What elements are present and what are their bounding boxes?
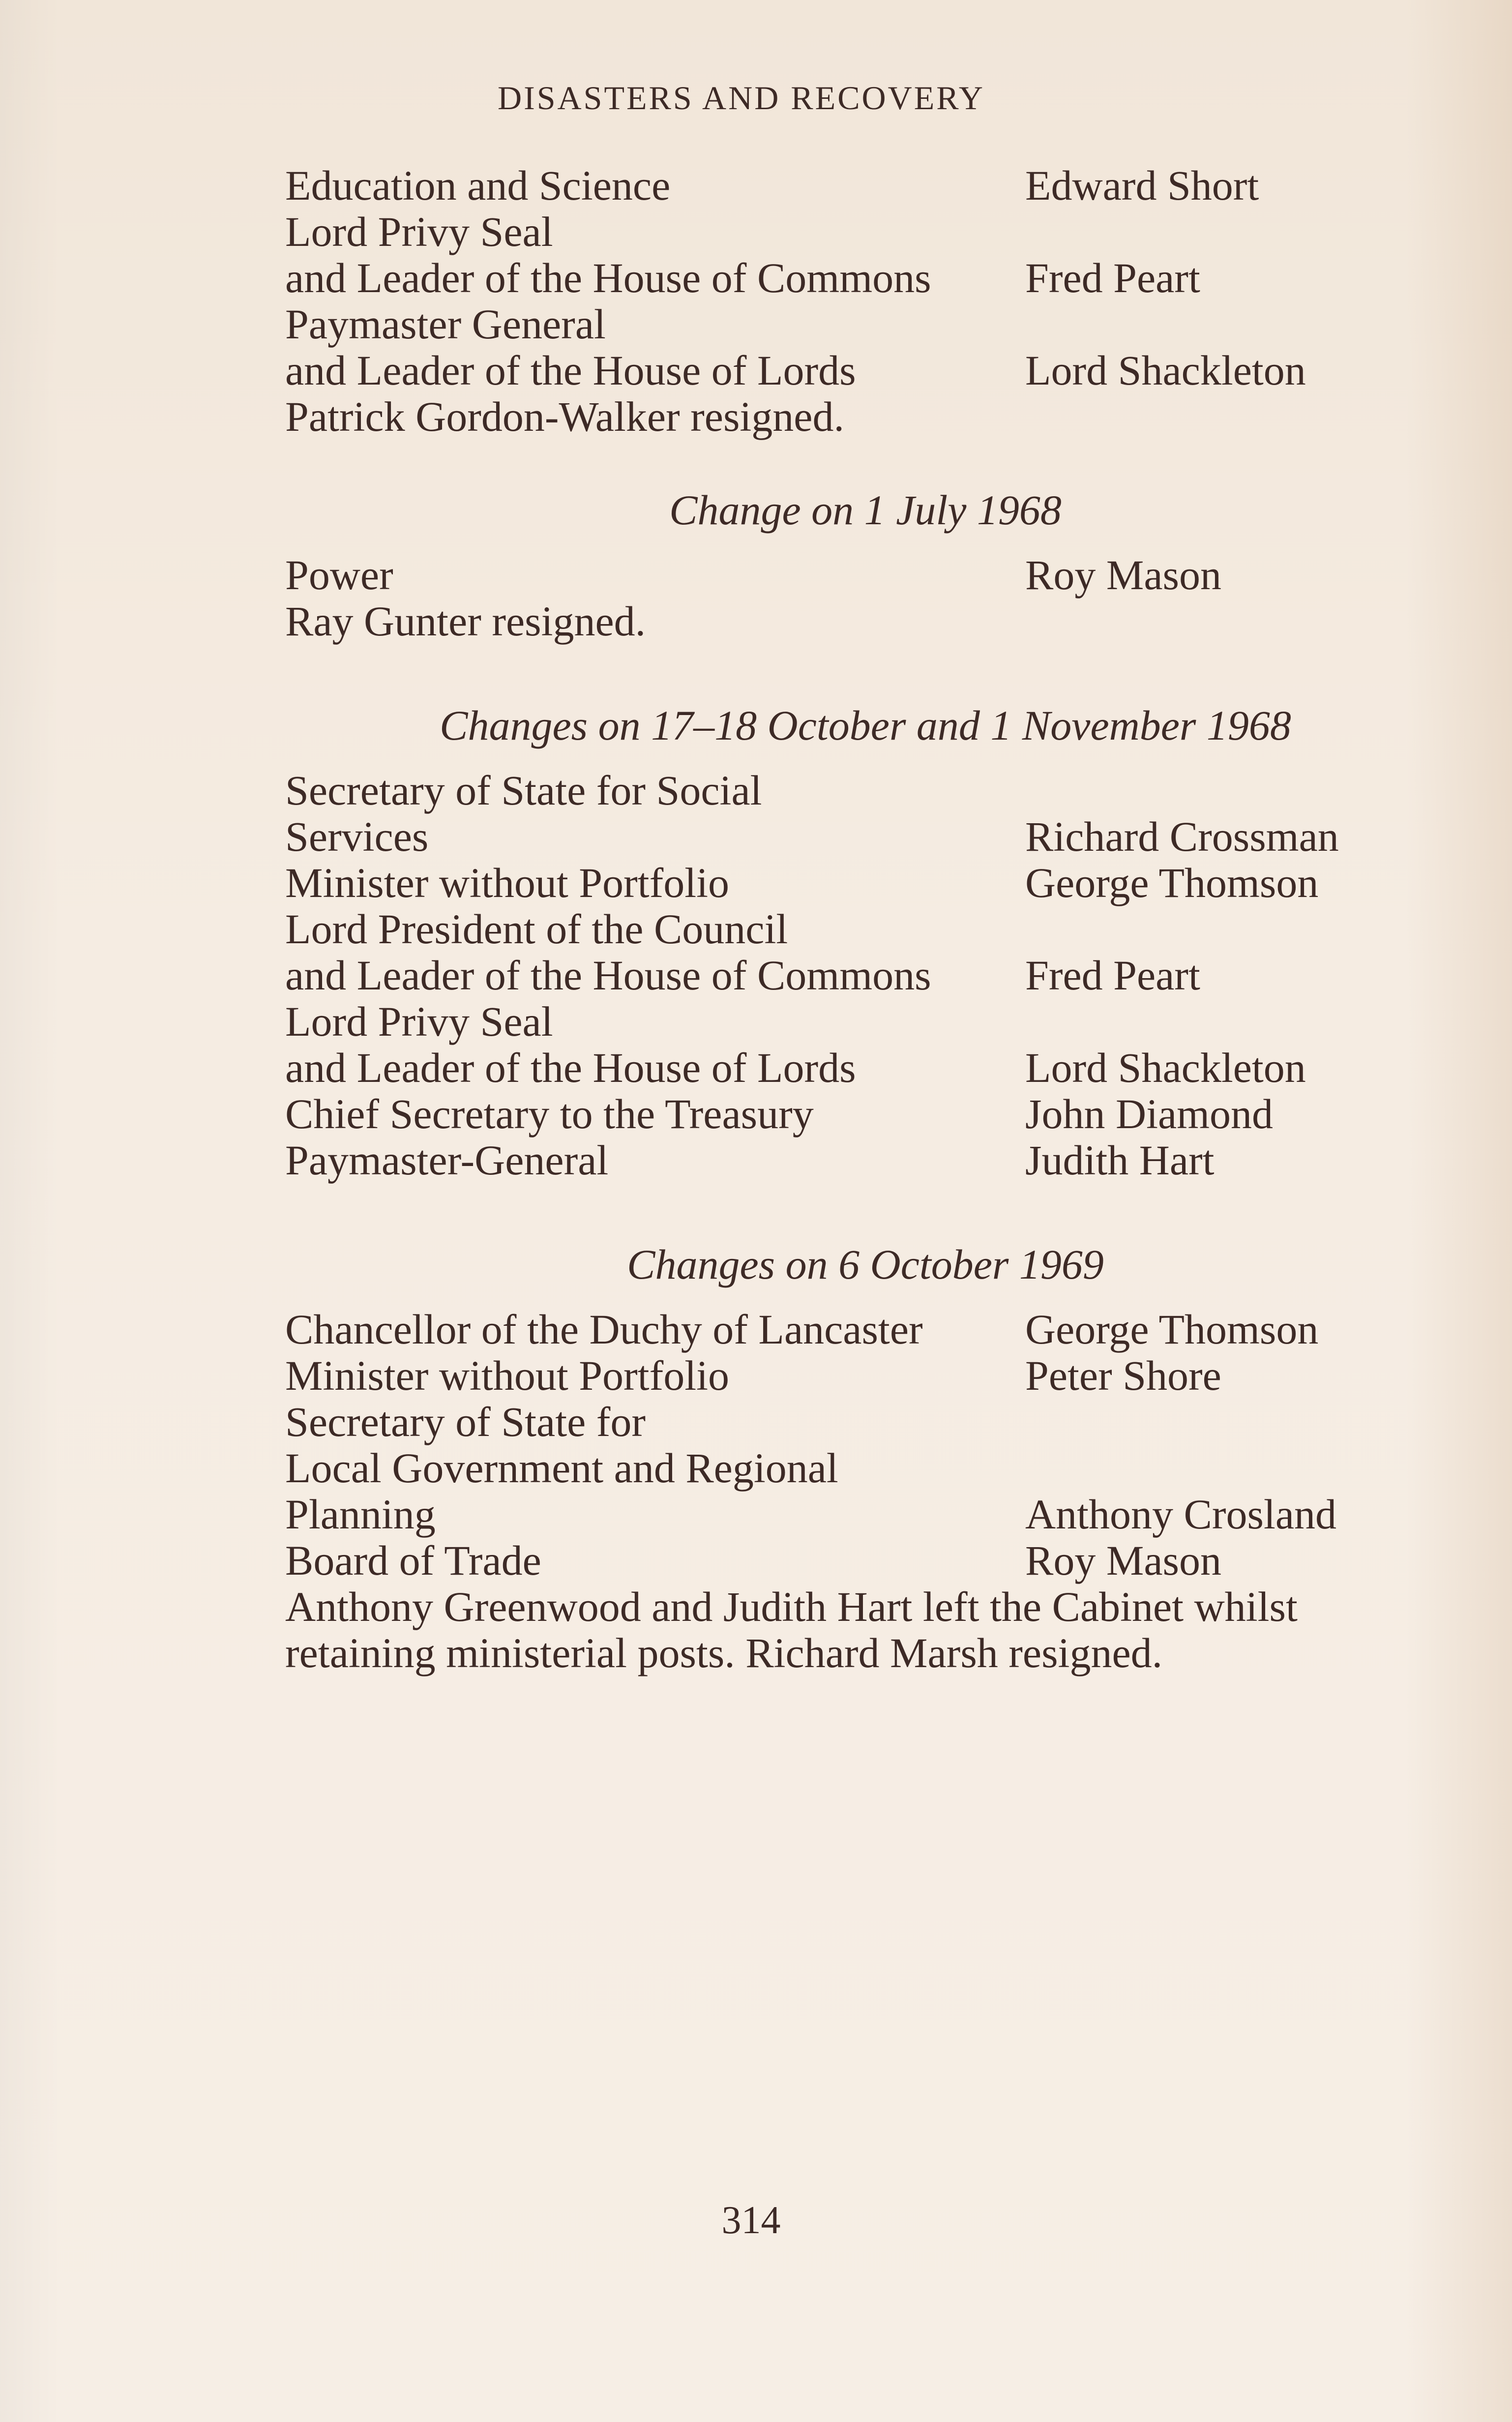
minister-name: Roy Mason bbox=[1025, 1537, 1221, 1584]
minister-name: Lord Shackleton bbox=[1025, 1044, 1306, 1091]
entry-row bbox=[285, 1091, 1455, 1137]
office-title: Local Government and Regional bbox=[285, 1444, 838, 1492]
entry-row bbox=[285, 552, 1455, 598]
section-heading: Changes on 6 October 1969 bbox=[627, 1241, 1104, 1288]
opening-entries bbox=[285, 162, 1455, 440]
office-title: Lord President of the Council bbox=[285, 905, 788, 953]
page-number: 314 bbox=[721, 2199, 781, 2242]
office-title: Planning bbox=[285, 1491, 436, 1538]
entry-row bbox=[285, 1306, 1455, 1352]
entry-row bbox=[285, 767, 1455, 813]
minister-name: Fred Peart bbox=[1025, 254, 1200, 301]
page-body bbox=[285, 162, 1455, 1676]
entry-row bbox=[285, 347, 1455, 393]
office-title: Minister without Portfolio bbox=[285, 859, 729, 906]
minister-name: John Diamond bbox=[1025, 1090, 1274, 1137]
resignation-note: Ray Gunter resigned. bbox=[285, 598, 646, 645]
office-title: Minister without Portfolio bbox=[285, 1352, 729, 1399]
entry-row bbox=[285, 1399, 1455, 1445]
entry-row bbox=[285, 952, 1455, 998]
minister-name: Richard Crossman bbox=[1025, 813, 1339, 860]
section-july-1968 bbox=[285, 487, 1455, 644]
office-title: and Leader of the House of Lords bbox=[285, 1044, 856, 1091]
office-title: Board of Trade bbox=[285, 1537, 541, 1584]
entry-row bbox=[285, 1537, 1455, 1584]
cabinet-changes-note: Anthony Greenwood and Judith Hart left the Cabinet whilst retaining ministerial posts. Richard Marsh resigned. bbox=[285, 1583, 1298, 1676]
minister-name: Fred Peart bbox=[1025, 952, 1200, 999]
minister-name: Judith Hart bbox=[1025, 1136, 1215, 1184]
section-oct-1969 bbox=[285, 1241, 1455, 1676]
minister-name: George Thomson bbox=[1025, 859, 1319, 906]
minister-name: Roy Mason bbox=[1025, 551, 1221, 598]
entry-row bbox=[285, 1352, 1455, 1399]
entry-row bbox=[285, 255, 1455, 301]
office-title: and Leader of the House of Lords bbox=[285, 347, 856, 394]
office-title: Secretary of State for Social bbox=[285, 767, 762, 814]
entry-row bbox=[285, 906, 1455, 952]
office-title: Paymaster General bbox=[285, 300, 606, 348]
entry-row bbox=[285, 998, 1455, 1045]
entry-row bbox=[285, 162, 1455, 209]
minister-name: Peter Shore bbox=[1025, 1352, 1221, 1399]
office-title: Lord Privy Seal bbox=[285, 208, 553, 255]
office-title: Education and Science bbox=[285, 162, 671, 209]
resignation-note: Patrick Gordon-Walker resigned. bbox=[285, 393, 844, 440]
entry-row bbox=[285, 860, 1455, 906]
entry-row bbox=[285, 209, 1455, 255]
office-title: Services bbox=[285, 813, 429, 860]
running-head: DISASTERS AND RECOVERY bbox=[497, 79, 985, 117]
office-title: Paymaster-General bbox=[285, 1136, 609, 1184]
minister-name: George Thomson bbox=[1025, 1306, 1319, 1353]
minister-name: Anthony Crosland bbox=[1025, 1491, 1337, 1538]
office-title: Chancellor of the Duchy of Lancaster bbox=[285, 1306, 923, 1353]
minister-name: Edward Short bbox=[1025, 162, 1259, 209]
office-title: and Leader of the House of Commons bbox=[285, 952, 931, 999]
entry-row bbox=[285, 1045, 1455, 1091]
entry-row bbox=[285, 1491, 1455, 1537]
section-oct-nov-1968 bbox=[285, 702, 1455, 1183]
office-title: Lord Privy Seal bbox=[285, 998, 553, 1045]
section-heading: Changes on 17–18 October and 1 November 1968 bbox=[440, 702, 1291, 749]
entry-row bbox=[285, 813, 1455, 860]
office-title: Chief Secretary to the Treasury bbox=[285, 1090, 814, 1137]
office-title: Power bbox=[285, 551, 393, 598]
entry-row bbox=[285, 1137, 1455, 1183]
section-heading: Change on 1 July 1968 bbox=[669, 486, 1062, 534]
office-title: Secretary of State for bbox=[285, 1398, 646, 1445]
entry-row bbox=[285, 301, 1455, 347]
entry-row bbox=[285, 1445, 1455, 1491]
minister-name: Lord Shackleton bbox=[1025, 347, 1306, 394]
office-title: and Leader of the House of Commons bbox=[285, 254, 931, 301]
